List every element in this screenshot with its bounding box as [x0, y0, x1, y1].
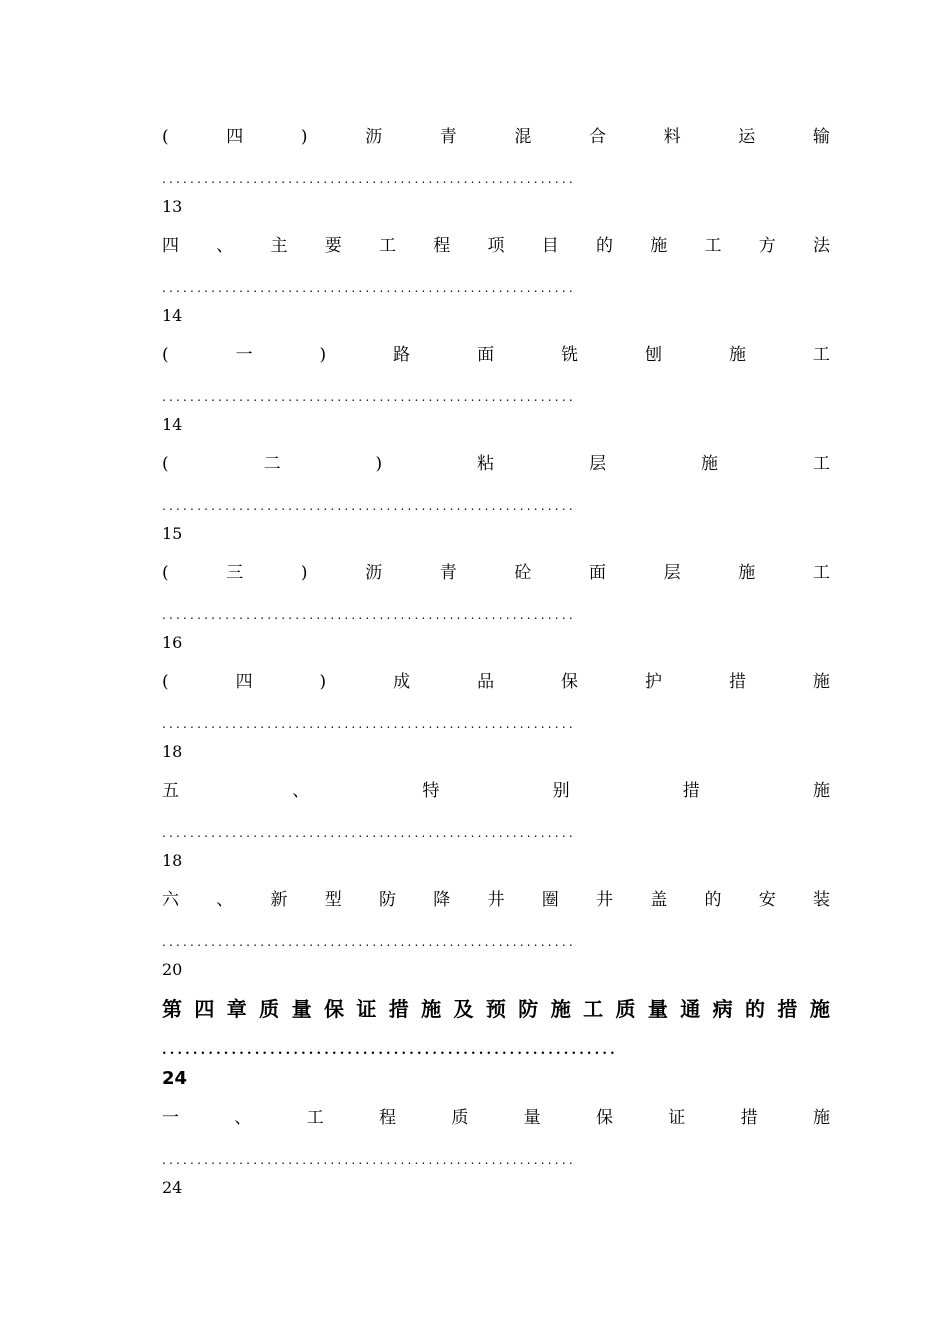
toc-leader-dots: ...........................................................	[162, 1043, 618, 1058]
toc-page-number: 16	[162, 633, 183, 652]
toc-leader-dots: ...........................................................	[162, 717, 576, 731]
toc-leader-dots: ...........................................................	[162, 826, 576, 840]
toc-entry-title: 四 、 主 要 工 程 项 目 的 施 工 方 法	[162, 236, 830, 256]
toc-page-number: 14	[162, 415, 183, 434]
table-of-contents	[162, 122, 830, 1212]
toc-entry-title: 五 、 特 别 措 施	[162, 781, 830, 801]
toc-entry[interactable]	[162, 1103, 830, 1212]
toc-leader-dots: ...........................................................	[162, 281, 576, 295]
toc-entry-title: ( 二 ) 粘 层 施 工	[162, 454, 830, 474]
toc-page-number: 24	[162, 1178, 183, 1197]
toc-page-number: 24	[162, 1068, 188, 1089]
toc-entry[interactable]	[162, 340, 830, 449]
toc-page-number: 18	[162, 742, 183, 761]
toc-entry[interactable]	[162, 885, 830, 994]
toc-leader-dots: ...........................................................	[162, 499, 576, 513]
toc-entry-title: ( 一 ) 路 面 铣 刨 施 工	[162, 345, 830, 365]
toc-entry[interactable]	[162, 231, 830, 340]
toc-entry-title: 一 、 工 程 质 量 保 证 措 施	[162, 1108, 830, 1128]
toc-entry[interactable]	[162, 449, 830, 558]
toc-entry[interactable]	[162, 776, 830, 885]
toc-entry[interactable]	[162, 994, 830, 1103]
toc-page-number: 15	[162, 524, 183, 543]
toc-page-number: 18	[162, 851, 183, 870]
toc-entry[interactable]	[162, 667, 830, 776]
toc-leader-dots: ...........................................................	[162, 1153, 576, 1167]
toc-entry[interactable]	[162, 558, 830, 667]
toc-leader-dots: ...........................................................	[162, 390, 576, 404]
toc-leader-dots: ...........................................................	[162, 935, 576, 949]
toc-entry-title: ( 三 ) 沥 青 砼 面 层 施 工	[162, 563, 830, 583]
toc-page-number: 13	[162, 197, 183, 216]
toc-entry-title: ( 四 ) 沥 青 混 合 料 运 输	[162, 127, 830, 147]
toc-leader-dots: ...........................................................	[162, 608, 576, 622]
toc-entry[interactable]	[162, 122, 830, 231]
toc-page-number: 20	[162, 960, 183, 979]
toc-entry-title: 第 四 章 质 量 保 证 措 施 及 预 防 施 工 质 量 通 病 的 措 施	[162, 997, 830, 1021]
toc-leader-dots: ...........................................................	[162, 172, 576, 186]
toc-page-number: 14	[162, 306, 183, 325]
toc-entry-title: 六 、 新 型 防 降 井 圈 井 盖 的 安 装	[162, 890, 830, 910]
toc-entry-title: ( 四 ) 成 品 保 护 措 施	[162, 672, 830, 692]
